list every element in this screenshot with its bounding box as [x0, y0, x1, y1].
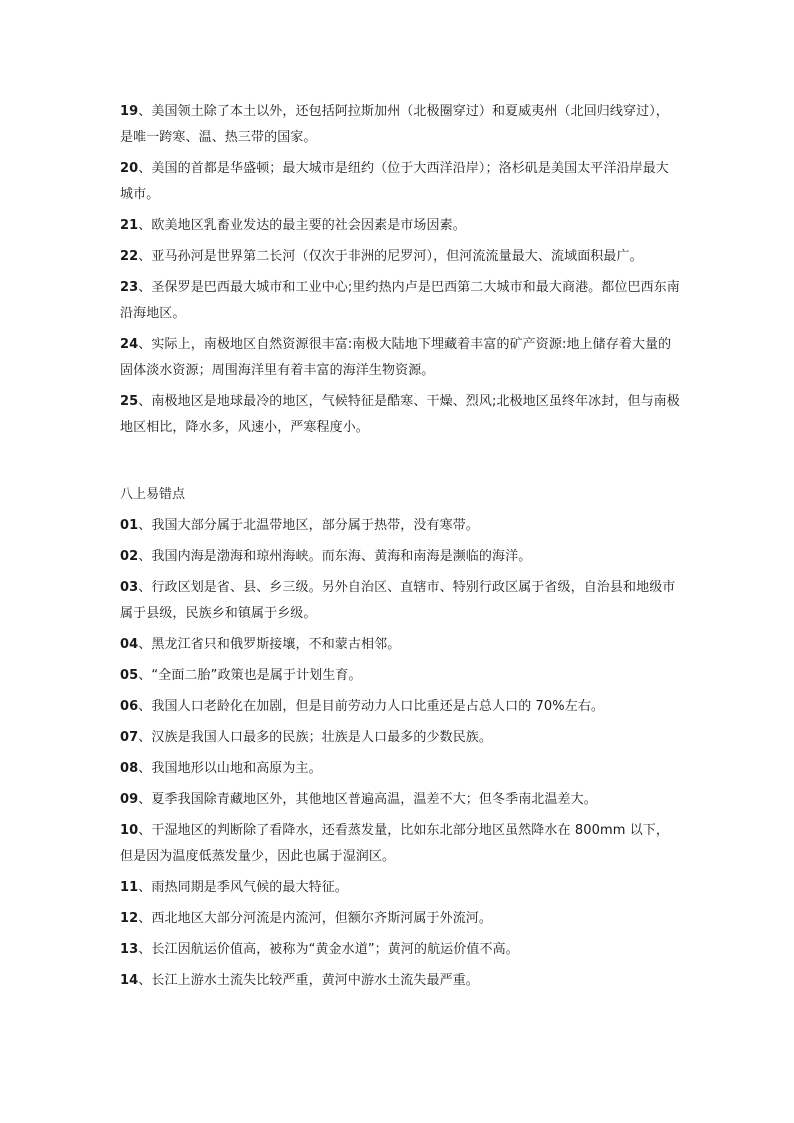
section-heading: 八上易错点: [120, 487, 186, 502]
document-page: [120, 99, 680, 999]
section-spacer: [120, 446, 680, 482]
list-item: 01、我国大部分属于北温带地区，部分属于热带，没有寒带。: [120, 518, 479, 533]
list-item: 21、欧美地区乳畜业发达的最主要的社会因素是市场因素。: [120, 218, 466, 233]
list-item: 14、长江上游水土流失比较严重，黄河中游水土流失最严重。: [120, 973, 479, 988]
list-item: 19、美国领土除了本土以外，还包括阿拉斯加州（北极圈穿过）和夏威夷州（北回归线穿过），是唯一跨寒、温、热三带的国家。: [120, 104, 669, 145]
list-item: 04、黑龙江省只和俄罗斯接壤，不和蒙古相邻。: [120, 637, 401, 652]
list-item: 03、行政区划是省、县、乡三级。另外自治区、直辖市、特别行政区属于省级，自治县和地级市属于县级，民族乡和镇属于乡级。: [120, 580, 676, 621]
list-item: 06、我国人口老龄化在加剧，但是目前劳动力人口比重还是占总人口的 70%左右。: [120, 699, 605, 714]
list-item: 20、美国的首都是华盛顿；最大城市是纽约（位于大西洋沿岸）；洛杉矶是美国太平洋沿岸最大城市。: [120, 161, 669, 202]
section-1: [120, 99, 680, 441]
list-item: 02、我国内海是渤海和琼州海峡。而东海、黄海和南海是濒临的海洋。: [120, 549, 532, 564]
list-item: 09、夏季我国除青藏地区外，其他地区普遍高温，温差不大；但冬季南北温差大。: [120, 792, 597, 807]
list-item: 10、干湿地区的判断除了看降水，还看蒸发量，比如东北部分地区虽然降水在 800mm 以下，但是因为温度低蒸发量少，因此也属于湿润区。: [120, 823, 670, 864]
list-item: 05、“全面二胎”政策也是属于计划生育。: [120, 668, 362, 683]
list-item: 25、南极地区是地球最冷的地区，气候特征是酷寒、干燥、烈风;北极地区虽终年冰封，但与南极地区相比，降水多，风速小，严寒程度小。: [120, 394, 680, 435]
list-item: 12、西北地区大部分河流是内流河，但额尔齐斯河属于外流河。: [120, 911, 492, 926]
list-item: 11、雨热同期是季风气候的最大特征。: [120, 880, 348, 895]
list-item: 08、我国地形以山地和高原为主。: [120, 761, 322, 776]
section-2: [120, 482, 680, 994]
list-item: 23、圣保罗是巴西最大城市和工业中心;里约热内卢是巴西第二大城市和最大商港。都位巴西东南沿海地区。: [120, 280, 680, 321]
list-item: 13、长江因航运价值高，被称为“黄金水道”；黄河的航运价值不高。: [120, 942, 519, 957]
list-item: 07、汉族是我国人口最多的民族；壮族是人口最多的少数民族。: [120, 730, 492, 745]
list-item: 24、实际上，南极地区自然资源很丰富:南极大陆地下埋藏着丰富的矿产资源:地上储存着大量的固体淡水资源；周围海洋里有着丰富的海洋生物资源。: [120, 337, 672, 378]
list-item: 22、亚马孙河是世界第二长河（仅次于非洲的尼罗河），但河流流量最大、流域面积最广。: [120, 249, 643, 264]
